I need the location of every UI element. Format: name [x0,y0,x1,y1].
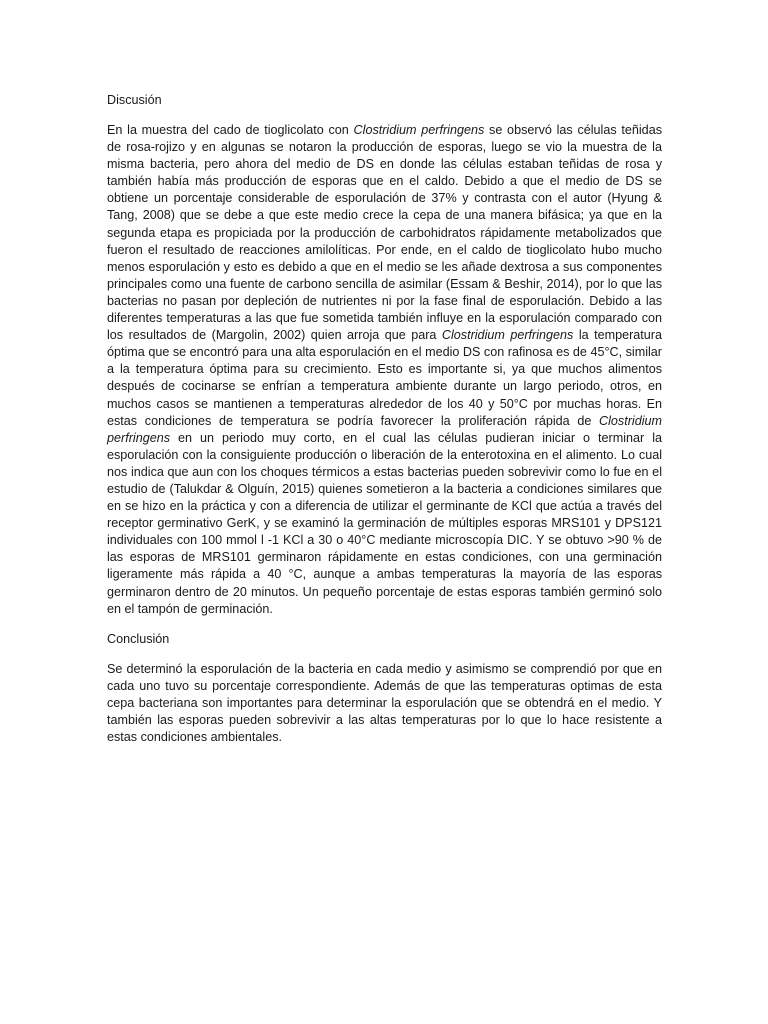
conclusion-heading: Conclusión [107,631,170,646]
conclusion-paragraph: Se determinó la esporulación de la bacteria en cada medio y asimismo se comprendió por que en cada uno tuvo su porcentaje correspondiente. Además de que las temperaturas optimas de esta cepa bacteriana son importantes para determinar la esporulación que se obtendrá en el medio. Y también las esporas pueden sobrevivir a las altas temperaturas por lo que lo hace resistente a estas condiciones ambientales. [107,661,662,745]
discussion-heading: Discusión [107,93,162,107]
discussion-text-1: En la muestra del cado de tioglicolato con [107,123,354,137]
document-page [107,92,662,759]
species-name: Clostridium perfringens [107,413,662,445]
species-name: Clostridium perfringens [353,123,485,137]
species-name: Clostridium perfringens [441,328,574,343]
discussion-text-2: se observó las células teñidas de rosa-rojizo y en algunas se notaron la producción de esporas, luego se vio la muestra de la misma bacteria, pero ahora del medio de DS en donde las células estaban teñidas de rosa y también había más producción de esporas que en el caldo. Debido a que el medio de DS se obtiene un porcentaje considerable de esporulación de 37% y contrasta con el autor (Hyung & Tang, 2008) que se debe a que este medio crece la cepa de una manera bifásica; ya que en la segunda etapa es propiciada por la producción de carbohidratos rápidamente metabolizados que fueron el resultado de reacciones amilolíticas. Por ende, en el caldo de tioglicolato hubo mucho menos esporulación y esto es debido a que en el medio se les añade dextrosa a sus componentes principales como una fuente de carbono sencilla de asimilar (Essam & Beshir, 2014), por lo que las bacterias no pasan por depleción de nutrientes ni por la fase final de esporulación. Debido a las diferentes temperaturas a las que fue sometida también influye en la esporulación comparado con los resultados de (Margolin, 2002) quien arroja que para [107,123,662,343]
discussion-text-3: la temperatura óptima que se encontró para una alta esporulación en el medio DS con rafinosa es de 45°C, similar a la temperatura óptima para su crecimiento. Esto es importante si, ya que muchos alimentos después de cocinarse se enfrían a temperatura ambiente durante un largo periodo, otros, en muchos casos se mantienen a temperaturas alrededor de los 40 y 50°C por muchas horas. En estas condiciones de temperatura se podría favorecer la proliferación rápida de [107,328,662,428]
discussion-text-4: en un periodo muy corto, en el cual las células pudieran iniciar o terminar la esporulación con la consiguiente producción o liberación de la enterotoxina en el alimento. Lo cual nos indica que aun con los choques térmicos a estas bacterias pueden sobrevivir como lo fue en el estudio de (Talukdar & Olguín, 2015) quienes sometieron a la bacteria a condiciones similares que en se hizo en la práctica y con a diferencia de utilizar el germinante de KCl que actúa a través del receptor germinativo GerK, y se examinó la germinación de múltiples esporas MRS101 y DPS121 individuales con 100 mmol l -1 KCl a 30 o 40°C mediante microscopía DIC. Y se obtuvo >90 % de las esporas de MRS101 germinaron rápidamente en estas condiciones, con una germinación ligeramente más rápida a 40 °C, aunque a ambas temperaturas la mayoría de las esporas germinaron dentro de 20 minutos. Un pequeño porcentaje de estas esporas también germinó solo en el tampón de germinación. [107,430,662,616]
discussion-paragraph [107,122,662,618]
